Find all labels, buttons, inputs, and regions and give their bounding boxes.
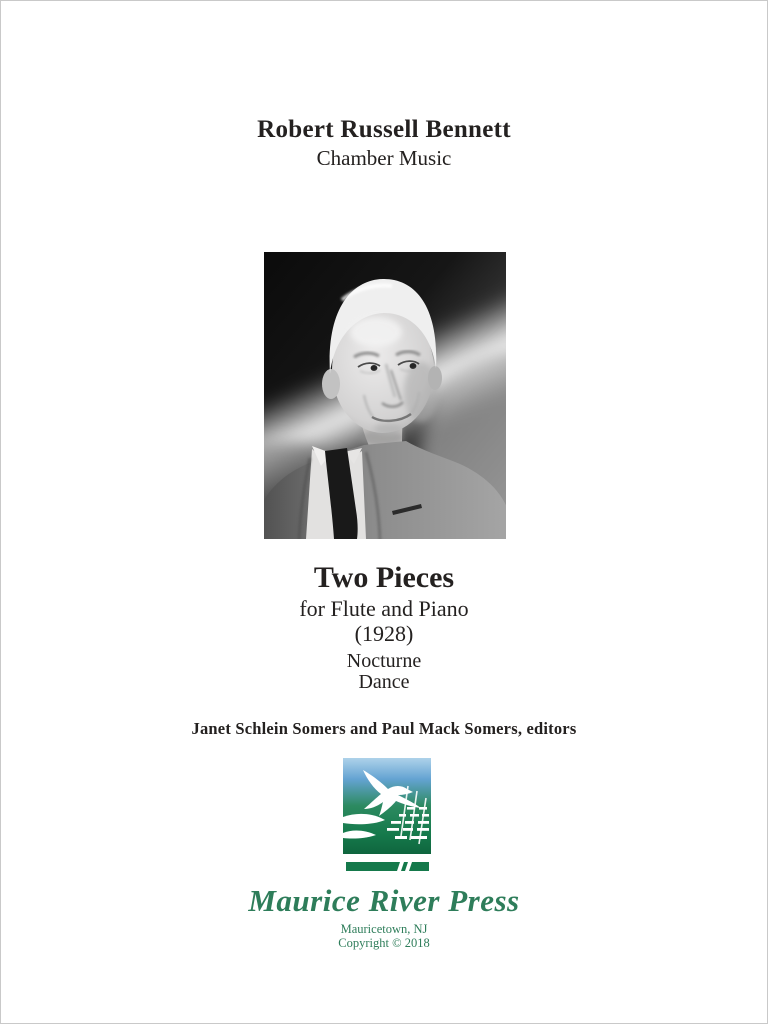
movement-nocturne: Nocturne — [346, 650, 422, 672]
work-instrumentation: for Flute and Piano — [299, 596, 469, 621]
editors-line: Janet Schlein Somers and Paul Mack Somers, editors — [191, 719, 577, 738]
publisher-copyright: Copyright © 2018 — [338, 936, 430, 950]
composer-name: Robert Russell Bennett — [257, 116, 511, 143]
publisher-logo — [343, 758, 431, 872]
work-title: Two Pieces — [313, 561, 455, 594]
work-year: (1928) — [354, 621, 414, 646]
collection-title: Chamber Music — [316, 146, 452, 170]
logo-base-bar — [346, 862, 429, 871]
movement-dance: Dance — [358, 671, 410, 693]
publisher-location: Mauricetown, NJ — [340, 922, 428, 936]
publisher-name: Maurice River Press — [248, 883, 520, 918]
portrait-photo — [264, 252, 506, 539]
ear — [322, 369, 340, 399]
